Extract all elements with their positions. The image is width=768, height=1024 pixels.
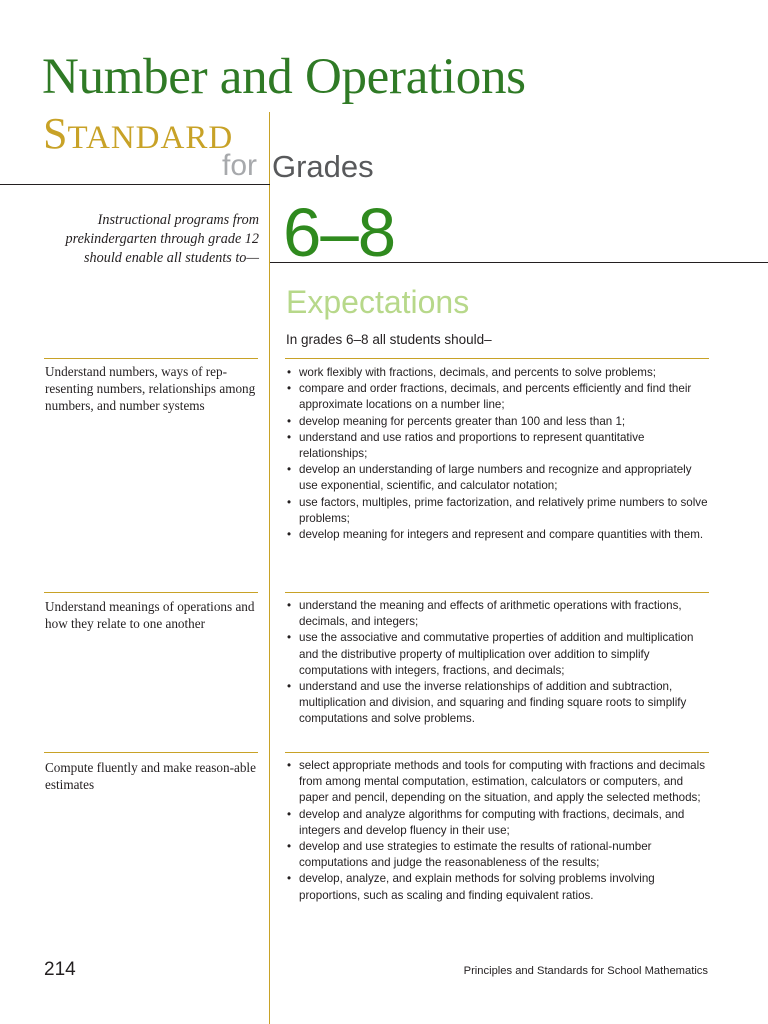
expectation-list-2 <box>285 598 713 728</box>
standard-2-label: Understand meanings of operations and how they relate to one another <box>45 599 255 631</box>
intro-text: Instructional programs from prekindergarten through grade 12 should enable all students to— <box>65 212 259 266</box>
section-rule <box>44 358 258 359</box>
expectation-item: • compare and order fractions, decimals, and percents efficiently and find their approximate locations on a number line; <box>285 381 713 413</box>
expectation-item: • understand the meaning and effects of arithmetic operations with fractions, decimals, and integers; <box>285 598 713 630</box>
expectation-item: • work flexibly with fractions, decimals, and percents to solve problems; <box>285 365 713 381</box>
expectation-item: • develop an understanding of large numbers and recognize and appropriately use exponential, scientific, and calculator notation; <box>285 462 713 494</box>
expectation-list-1 <box>285 365 713 543</box>
section-rule <box>44 592 258 593</box>
grades-label: Grades <box>272 149 374 184</box>
expectation-item: • understand and use ratios and proportions to represent quantitative relationships; <box>285 430 713 462</box>
page-title: Number and Operations <box>42 49 526 105</box>
column-divider <box>269 112 270 1024</box>
expectation-item: • develop, analyze, and explain methods for solving problems involving proportions, such as scaling and finding equivalent ratios. <box>285 871 713 903</box>
section-rule <box>44 752 258 753</box>
book-title: Principles and Standards for School Mathematics <box>463 965 708 977</box>
grade-range: 6–8 <box>283 194 396 271</box>
page-number: 214 <box>44 959 76 980</box>
grades-rule <box>0 184 270 185</box>
expectation-item: • develop and use strategies to estimate the results of rational-number computations and judge the reasonableness of the results; <box>285 839 713 871</box>
expectation-item: • develop meaning for percents greater than 100 and less than 1; <box>285 414 713 430</box>
standard-1-label: Understand numbers, ways of rep-resenting numbers, relationships among numbers, and number systems <box>45 364 256 413</box>
standard-rest: TANDARD <box>67 120 234 156</box>
for-label: for <box>222 149 258 182</box>
section-rule <box>285 752 709 753</box>
expectations-heading: Expectations <box>286 284 470 320</box>
standard-label <box>43 109 234 158</box>
standard-initial: S <box>43 109 68 158</box>
expectation-item: • use the associative and commutative properties of addition and multiplication and the distributive property of multiplication over addition to simplify computations with integers, fractions, and decimals; <box>285 630 713 679</box>
section-rule <box>285 592 709 593</box>
section-rule <box>285 358 709 359</box>
standard-3-label: Compute fluently and make reason-able estimates <box>45 760 256 792</box>
expectation-item: • select appropriate methods and tools for computing with fractions and decimals from among mental computation, estimation, calculators or computers, and paper and pencil, depending on the situation, and apply the selected methods; <box>285 758 713 807</box>
expectations-intro: In grades 6–8 all students should– <box>286 332 492 347</box>
expectation-item: • develop and analyze algorithms for computing with fractions, decimals, and integers and develop fluency in their use; <box>285 807 713 839</box>
expectation-item: • develop meaning for integers and represent and compare quantities with them. <box>285 527 713 543</box>
expectation-item: • use factors, multiples, prime factorization, and relatively prime numbers to solve problems; <box>285 495 713 527</box>
expectation-item: • understand and use the inverse relationships of addition and subtraction, multiplication and division, and squaring and finding square roots to simplify computations and solve problems. <box>285 679 713 728</box>
expectation-list-3 <box>285 758 713 904</box>
